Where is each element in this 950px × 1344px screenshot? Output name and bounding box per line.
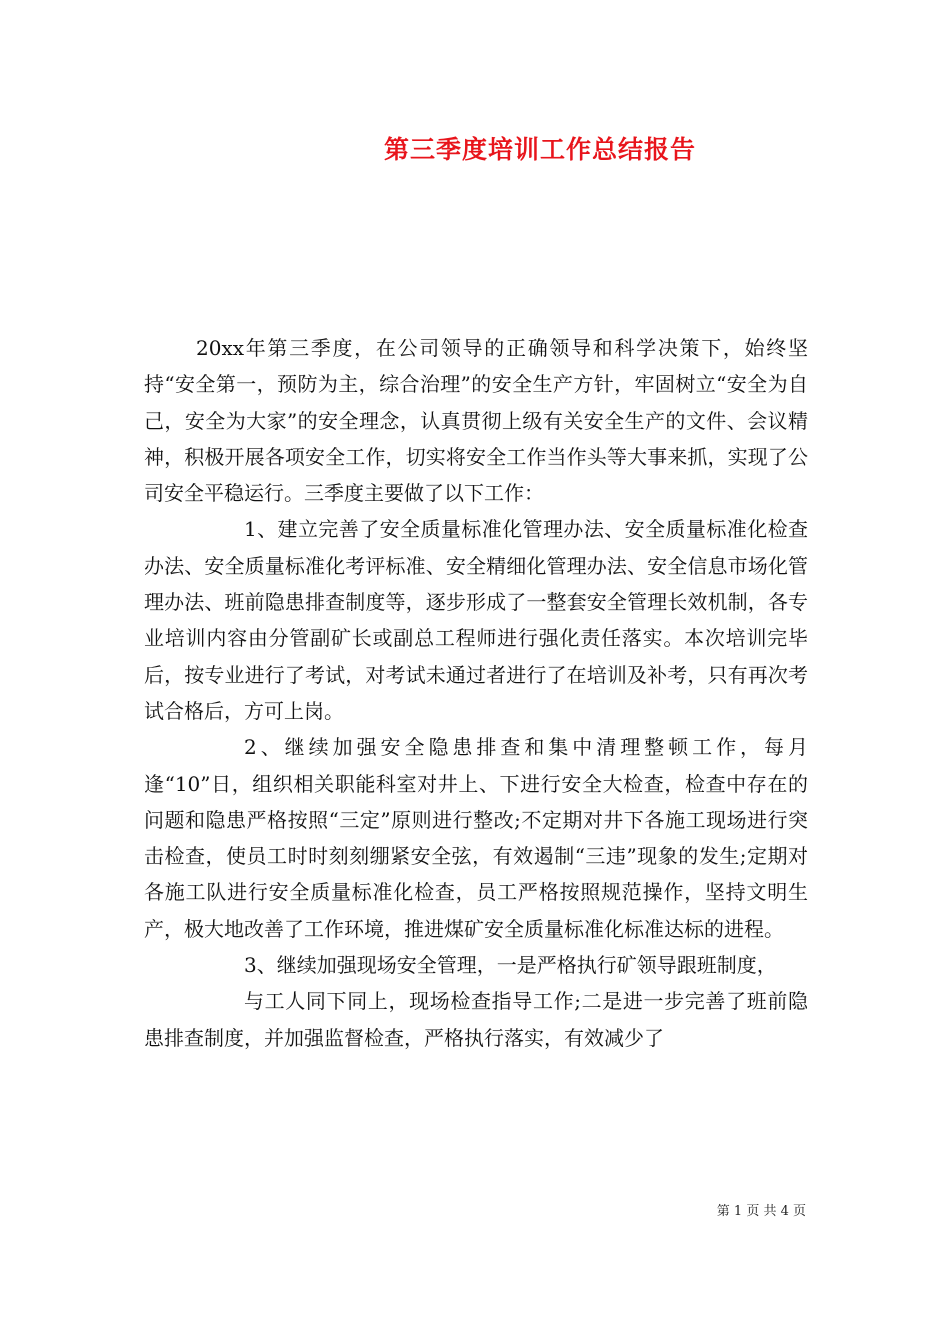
page-number: 第 1 页 共 4 页 <box>716 1204 806 1219</box>
paragraph-item-2: 2、继续加强安全隐患排查和集中清理整顿工作，每月逢“10”日，组织相关职能科室对井上、下进行安全大检查，检查中存在的问题和隐患严格按照“三定”原则进行整改;不定期对井下各施工现场进行突击检查，使员工时时刻刻绷紧安全弦，有效遏制“三违”现象的发生;定期对各施工队进行安全质量标准化检查，员工严格按照规范操作，坚持文明生产，极大地改善了工作环境，推进煤矿安全质量标准化标准达标的进程。 <box>144 735 808 941</box>
paragraph-item-1: 1、建立完善了安全质量标准化管理办法、安全质量标准化检查办法、安全质量标准化考评标准、安全精细化管理办法、安全信息市场化管理办法、班前隐患排查制度等，逐步形成了一整套安全管理长效机制，各专业培训内容由分管副矿长或副总工程师进行强化责任落实。本次培训完毕后，按专业进行了考试，对考试未通过者进行了在培训及补考，只有再次考试合格后，方可上岗。 <box>144 517 808 723</box>
paragraph-intro: 20xx年第三季度，在公司领导的正确领导和科学决策下，始终坚持“安全第一，预防为主，综合治理”的安全生产方针，牢固树立“安全为自己，安全为大家”的安全理念，认真贯彻上级有关安全生产的文件、会议精神，积极开展各项安全工作，切实将安全工作当作头等大事来抓，实现了公司安全平稳运行。三季度主要做了以下工作： <box>144 336 808 506</box>
paragraph-item-3-continued: 与工人同下同上，现场检查指导工作;二是进一步完善了班前隐患排查制度，并加强监督检查，严格执行落实，有效减少了 <box>144 989 808 1050</box>
document-body <box>144 330 808 1056</box>
paragraph-item-3: 3、继续加强现场安全管理，一是严格执行矿领导跟班制度， <box>244 953 777 978</box>
document-title: 第三季度培训工作总结报告 <box>383 135 696 164</box>
